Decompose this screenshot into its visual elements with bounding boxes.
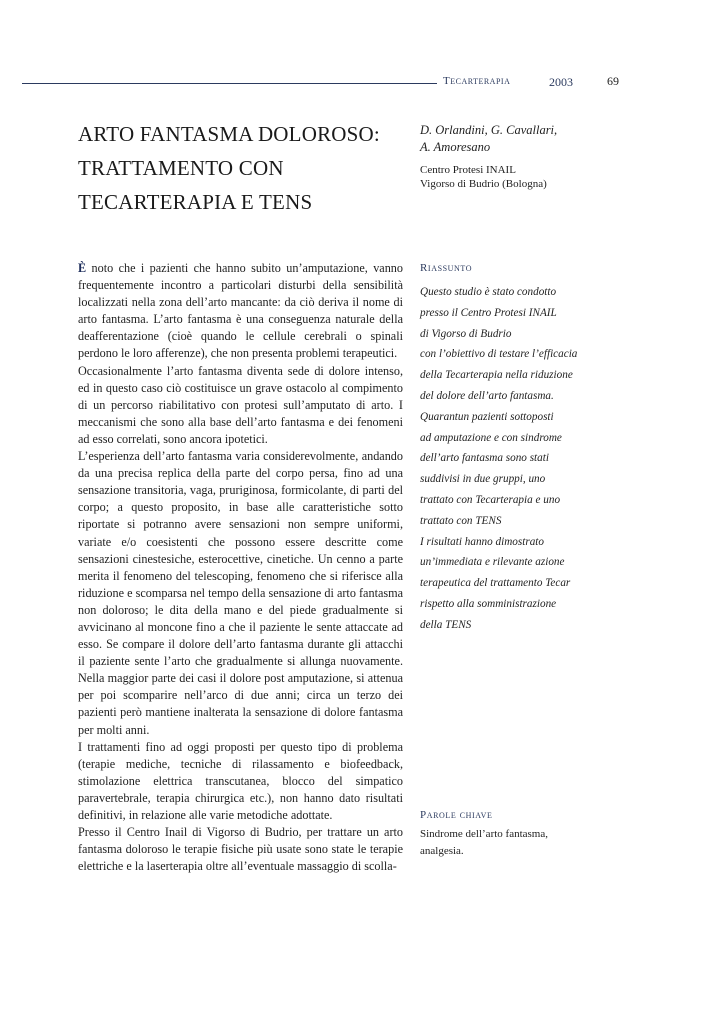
body-paragraph: L’esperienza dell’arto fantasma varia considerevolmente, andando da una precisa replica della parte del corpo persa, fino ad una sensazione transitoria, vaga, pruriginosa, formicolante, di parti del corpo; a questo proposito, in base alle caratteristiche sotto riportate si potranno avere sensazioni non sempre uniformi, variate e/o coesistenti che possono essere descritte come sensazioni cinestesiche, esterocettive, cinetiche. Un cenno a parte merita il fenomeno del telescoping, fenomeno che si riferisce alla riduzione e scomparsa nel tempo della sensazione di arto fantasma non doloroso; le dita della mano e del piede gradualmente si avvicinano al moncone fino a che il paziente le sente attaccate ad esso. Se compare il dolore dell’arto fantasma durante gli attacchi il paziente sente l’arto che gradualmente si allunga nuovamente. Nella maggior parte dei casi il dolore post amputazione, si attenua per poi scomparire nell’arco di due anni; circa un terzo dei pazienti però mantiene inalterata la sensazione di dolore fantasma per molti anni. <box>78 449 403 737</box>
title-line: TRATTAMENTO CON <box>78 156 284 180</box>
abstract-text <box>420 282 600 636</box>
abstract-line: un’immediata e rilevante azione <box>420 556 565 569</box>
affiliation-line: Centro Protesi INAIL <box>420 164 516 176</box>
affiliation <box>420 163 630 191</box>
authors <box>420 122 620 156</box>
abstract-line: con l’obiettivo di testare l’efficacia <box>420 348 578 361</box>
keywords-line: analgesia. <box>420 845 464 857</box>
title-line: ARTO FANTASMA DOLOROSO: <box>78 122 380 146</box>
article-title <box>78 117 408 219</box>
abstract-line: Questo studio è stato condotto <box>420 286 557 298</box>
keywords-text <box>420 826 590 860</box>
abstract-heading: Riassunto <box>420 262 473 274</box>
authors-line: D. Orlandini, G. Cavallari, <box>420 123 558 137</box>
abstract-line: trattato con Tecarterapia e uno <box>420 493 561 506</box>
page-number: 69 <box>607 74 619 88</box>
abstract-line: di Vigorso di Budrio <box>420 327 512 340</box>
abstract-line: della TENS <box>420 618 472 631</box>
abstract-line: presso il Centro Protesi INAIL <box>420 306 557 319</box>
abstract-line: rispetto alla somministrazione <box>420 597 557 610</box>
running-head-journal: Tecarterapia <box>443 75 511 87</box>
body-paragraph: Presso il Centro Inail di Vigorso di Budrio, per trattare un arto fantasma doloroso le terapie fisiche più usate sono state le terapie elettriche e la laserterapia oltre all’eventuale massaggio di scolla- <box>78 825 403 874</box>
body-paragraph <box>78 260 403 363</box>
abstract-line: suddivisi in due gruppi, uno <box>420 473 546 486</box>
body-paragraph: Occasionalmente l’arto fantasma diventa sede di dolore intenso, ed in questo caso ciò costituisce un grave ostacolo al compimento di un percorso riabilitativo con protesi sull’amputato di arto. I meccanismi che sono alla base dell’arto fantasma e dei fenomeni ad esso correlati, sono ancora ipotetici. <box>78 363 403 446</box>
abstract-line: dell’arto fantasma sono stati <box>420 452 549 465</box>
abstract-line: trattato con TENS <box>420 514 502 527</box>
paragraph-text: noto che i pazienti che hanno subito un’amputazione, vanno frequentemente incontro a particolari disturbi della sensibilità localizzati nella zona dell’arto mancante: da ciò deriva il nome di arto fantasma. L’arto fantasma è una conseguenza naturale della deafferentazione (cioè quando le cellule cerebrali o spinali perdono le loro afferenze), che non presenta problemi terapeutici. <box>78 261 403 361</box>
keywords-line: Sindrome dell’arto fantasma, <box>420 828 548 840</box>
running-head-year: 2003 <box>549 75 573 89</box>
keywords-heading: Parole chiave <box>420 809 493 821</box>
article-body <box>78 260 403 875</box>
body-paragraph: I trattamenti fino ad oggi proposti per questo tipo di problema (terapie mediche, tecniche di rilassamento e biofeedback, stimolazione elettrica transcutanea, blocco del simpatico paravertebrale, terapia chirurgica etc.), non hanno dato risultati definitivi, in relazione alle varie metodiche adottate. <box>78 739 403 822</box>
abstract-line: della Tecarterapia nella riduzione <box>420 369 573 382</box>
drop-cap: È <box>78 261 87 275</box>
abstract-line: del dolore dell’arto fantasma. <box>420 389 554 402</box>
abstract-line: I risultati hanno dimostrato <box>420 535 545 548</box>
authors-line: A. Amoresano <box>420 140 491 154</box>
title-line: TECARTERAPIA E TENS <box>78 190 313 214</box>
abstract-line: Quarantun pazienti sottoposti <box>420 410 554 423</box>
header-rule <box>22 83 437 84</box>
abstract-line: terapeutica del trattamento Tecar <box>420 577 571 590</box>
affiliation-line: Vigorso di Budrio (Bologna) <box>420 178 547 190</box>
abstract-line: ad amputazione e con sindrome <box>420 431 562 444</box>
